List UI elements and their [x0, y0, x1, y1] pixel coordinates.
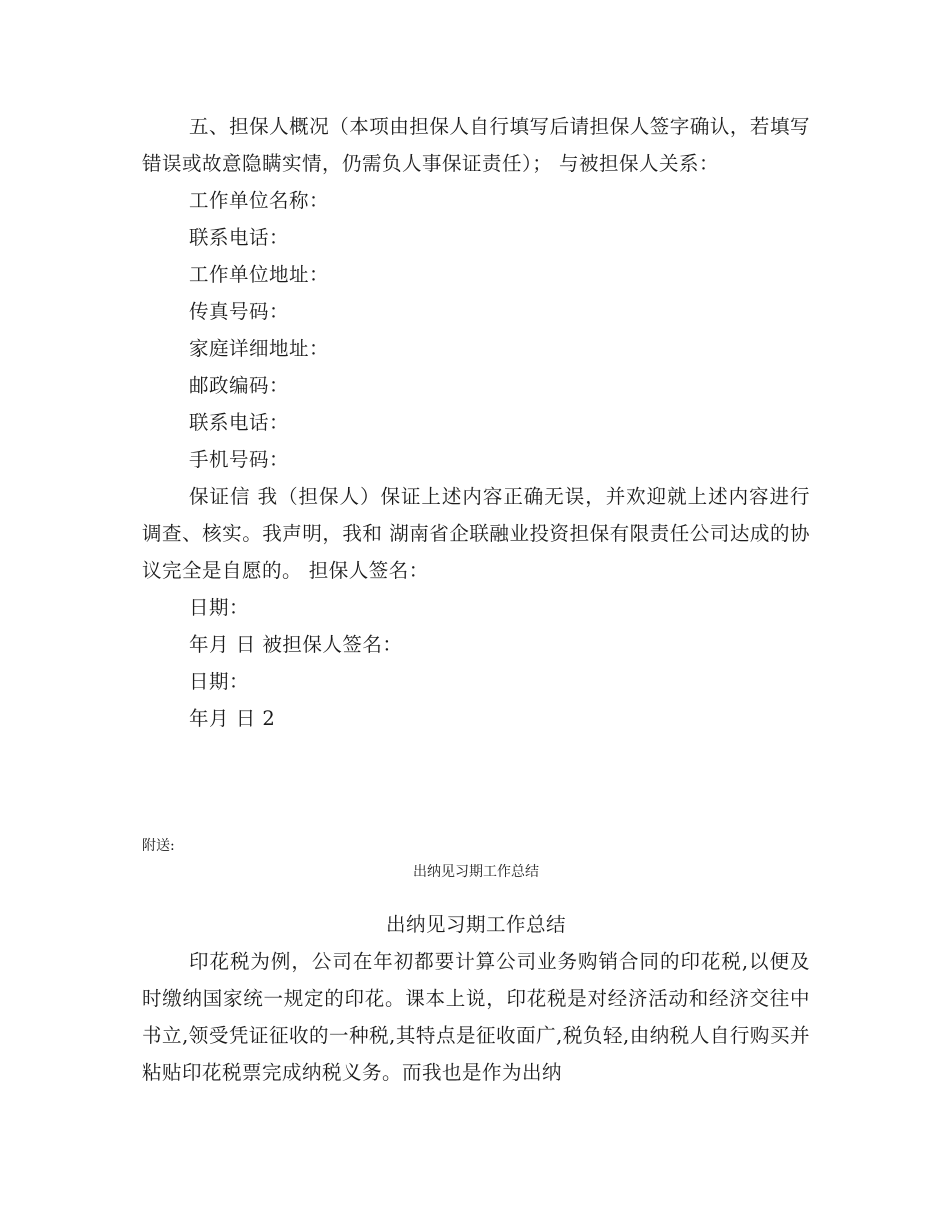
guarantee-letter: 保证信 我（担保人）保证上述内容正确无误，并欢迎就上述内容进行调查、核实。我声明，我和 湖南省企联融业投资担保有限责任公司达成的协议完全是自愿的。 担保人签名：	[142, 485, 810, 582]
summary-heading: 出纳见习期工作总结	[385, 913, 566, 936]
summary-section	[142, 906, 810, 1091]
sign-date-2: 日期：	[189, 670, 250, 693]
sign-date-1: 日期：	[189, 596, 250, 619]
field-mobile: 手机号码：	[189, 448, 290, 471]
field-fax: 传真号码：	[189, 300, 290, 323]
field-home-address: 家庭详细地址：	[189, 337, 330, 360]
guarantor-section	[142, 108, 810, 737]
appendix-title: 出纳见习期工作总结	[413, 864, 539, 880]
summary-paragraph: 印花税为例，公司在年初都要计算公司业务购销合同的印花税,以便及时缴纳国家统一规定的印花。课本上说，印花税是对经济活动和经济交往中书立,领受凭证征收的一种税,其特点是征收面广,税负轻,由纳税人自行购买并粘贴印花税票完成纳税义务。而我也是作为出纳	[142, 950, 810, 1084]
sign-date-final: 年月 日 2	[189, 707, 276, 730]
guarantor-intro: 五、担保人概况（本项由担保人自行填写后请担保人签字确认，若填写错误或故意隐瞒实情，仍需负人事保证责任）； 与被担保人关系：	[142, 115, 810, 175]
field-employer-name: 工作单位名称：	[189, 189, 330, 212]
sign-guaranteed-party: 年月 日 被担保人签名：	[189, 633, 403, 656]
field-postal-code: 邮政编码：	[189, 374, 290, 397]
field-home-phone: 联系电话：	[189, 411, 290, 434]
field-employer-address: 工作单位地址：	[189, 263, 330, 286]
appendix-label: 附送:	[142, 838, 175, 854]
field-employer-phone: 联系电话：	[189, 226, 290, 249]
